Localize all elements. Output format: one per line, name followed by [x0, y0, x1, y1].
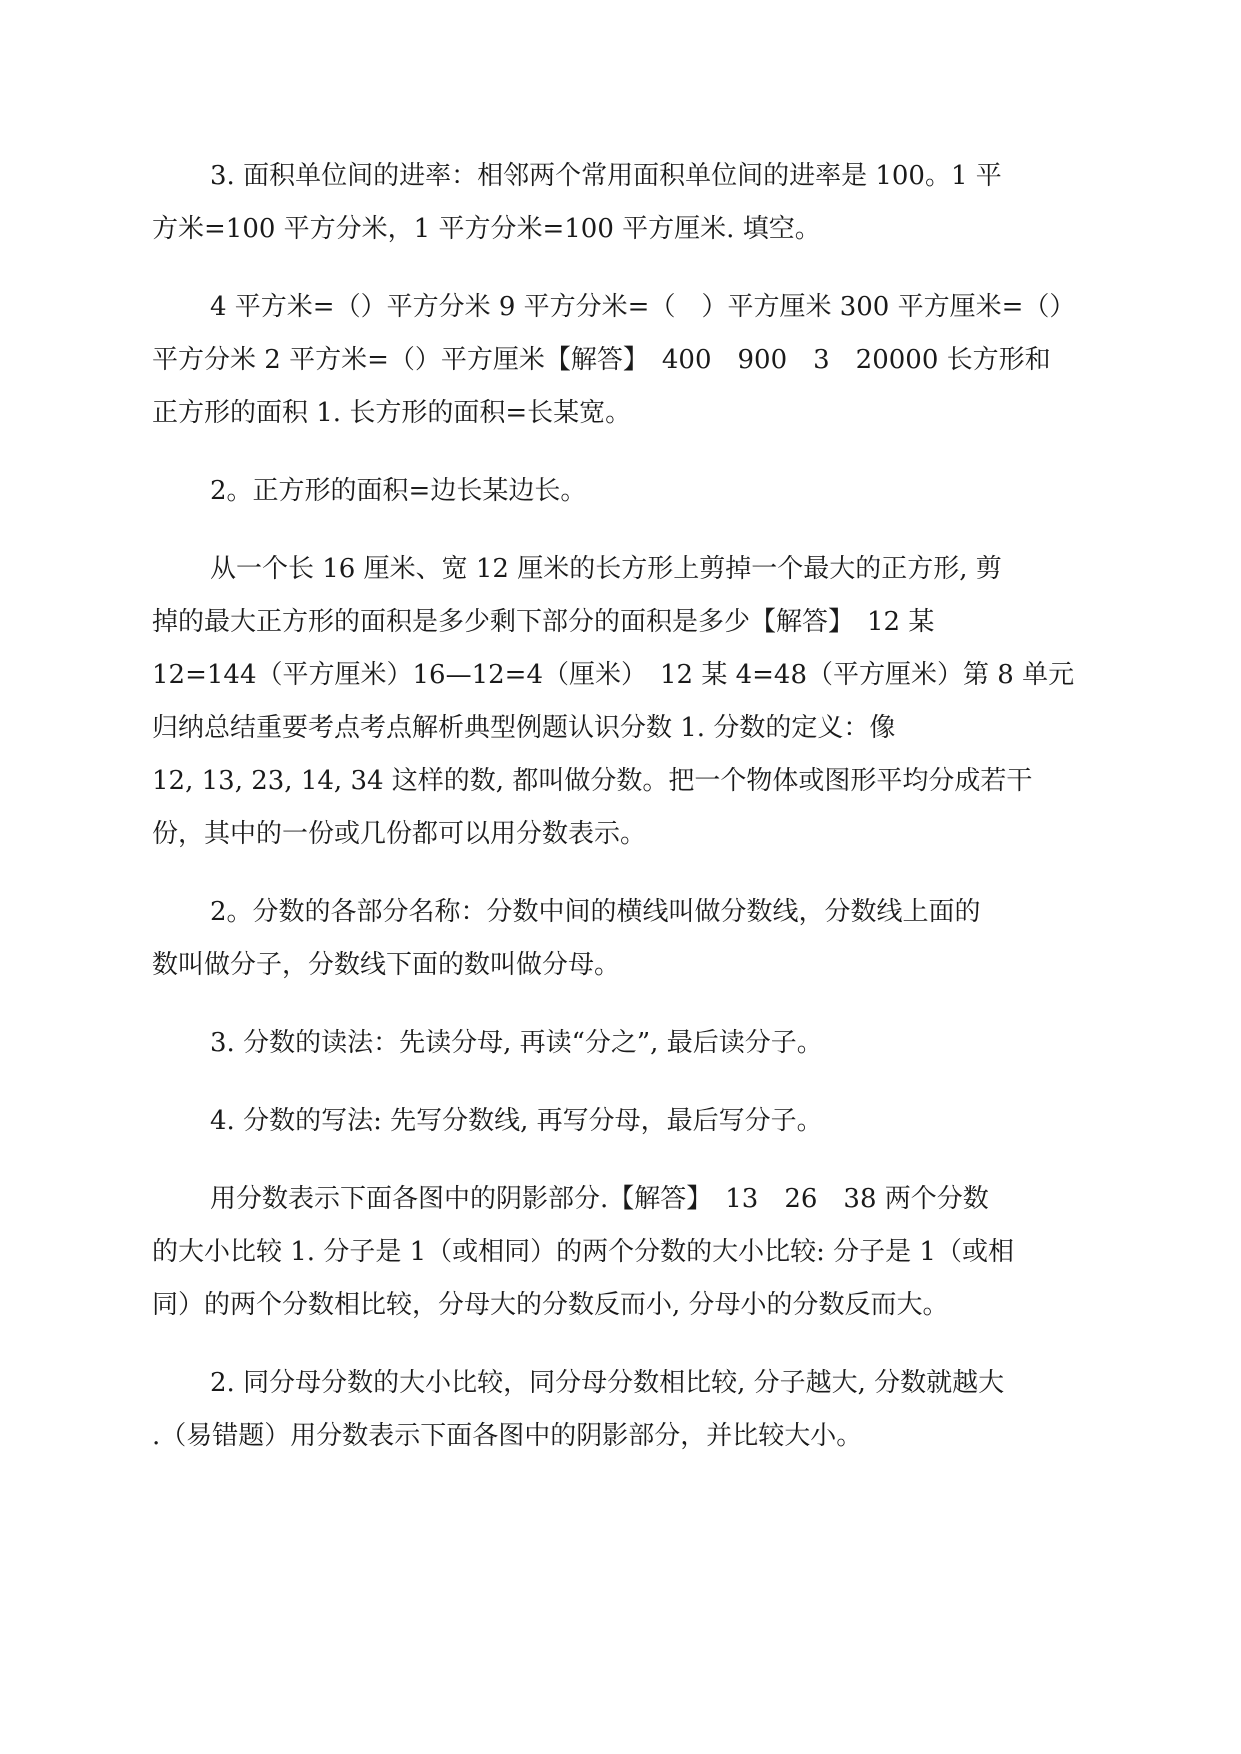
text-line: 4 平方米=（）平方分米 9 平方分米=（ ）平方厘米 300 平方厘米=（）	[210, 292, 1076, 322]
text-line: 3. 分数的读法：先读分母, 再读“分之”, 最后读分子。	[210, 1028, 823, 1058]
text-line: 掉的最大正方形的面积是多少剩下部分的面积是多少【解答】 12 某	[152, 607, 935, 637]
text-line: 份，其中的一份或几份都可以用分数表示。	[152, 819, 647, 849]
document-body	[152, 150, 1092, 1488]
text-line: 从一个长 16 厘米、宽 12 厘米的长方形上剪掉一个最大的正方形, 剪	[210, 554, 1002, 584]
paragraph-cut-square-problem	[152, 543, 1092, 861]
paragraph-fraction-writing	[152, 1095, 1092, 1148]
text-line: 3. 面积单位间的进率：相邻两个常用面积单位间的进率是 100。1 平	[210, 161, 1002, 191]
text-line: 的大小比较 1. 分子是 1（或相同）的两个分数的大小比较: 分子是 1（或相	[152, 1237, 1014, 1267]
paragraph-fill-in-exercise	[152, 281, 1092, 440]
text-line: 正方形的面积 1. 长方形的面积=长某宽。	[152, 398, 632, 428]
text-line: 12=144（平方厘米）16—12=4（厘米） 12 某 4=48（平方厘米）第 8 单元	[152, 660, 1075, 690]
text-line: 用分数表示下面各图中的阴影部分.【解答】 13 26 38 两个分数	[210, 1184, 989, 1214]
paragraph-shaded-parts	[152, 1173, 1092, 1332]
text-line: 数叫做分子，分数线下面的数叫做分母。	[152, 950, 621, 980]
paragraph-square-area	[152, 465, 1092, 518]
paragraph-fraction-reading	[152, 1017, 1092, 1070]
paragraph-fraction-parts	[152, 886, 1092, 992]
text-line: 同）的两个分数相比较，分母大的分数反而小, 分母小的分数反而大。	[152, 1290, 949, 1320]
text-line: 平方分米 2 平方米=（）平方厘米【解答】 400 900 3 20000 长方形和	[152, 345, 1051, 375]
text-line: .（易错题）用分数表示下面各图中的阴影部分，并比较大小。	[152, 1421, 863, 1451]
text-line: 方米=100 平方分米，1 平方分米=100 平方厘米. 填空。	[152, 214, 821, 244]
text-line: 归纳总结重要考点考点解析典型例题认识分数 1. 分数的定义：像	[152, 713, 896, 743]
paragraph-area-unit-rate	[152, 150, 1092, 256]
text-line: 12, 13, 23, 14, 34 这样的数, 都叫做分数。把一个物体或图形平均分成若干	[152, 766, 1033, 796]
text-line: 4. 分数的写法: 先写分数线, 再写分母，最后写分子。	[210, 1106, 823, 1136]
text-line: 2。分数的各部分名称：分数中间的横线叫做分数线，分数线上面的	[210, 897, 981, 927]
paragraph-same-denominator	[152, 1357, 1092, 1463]
text-line: 2。正方形的面积=边长某边长。	[210, 476, 587, 506]
text-line: 2. 同分母分数的大小比较，同分母分数相比较, 分子越大, 分数就越大	[210, 1368, 1005, 1398]
